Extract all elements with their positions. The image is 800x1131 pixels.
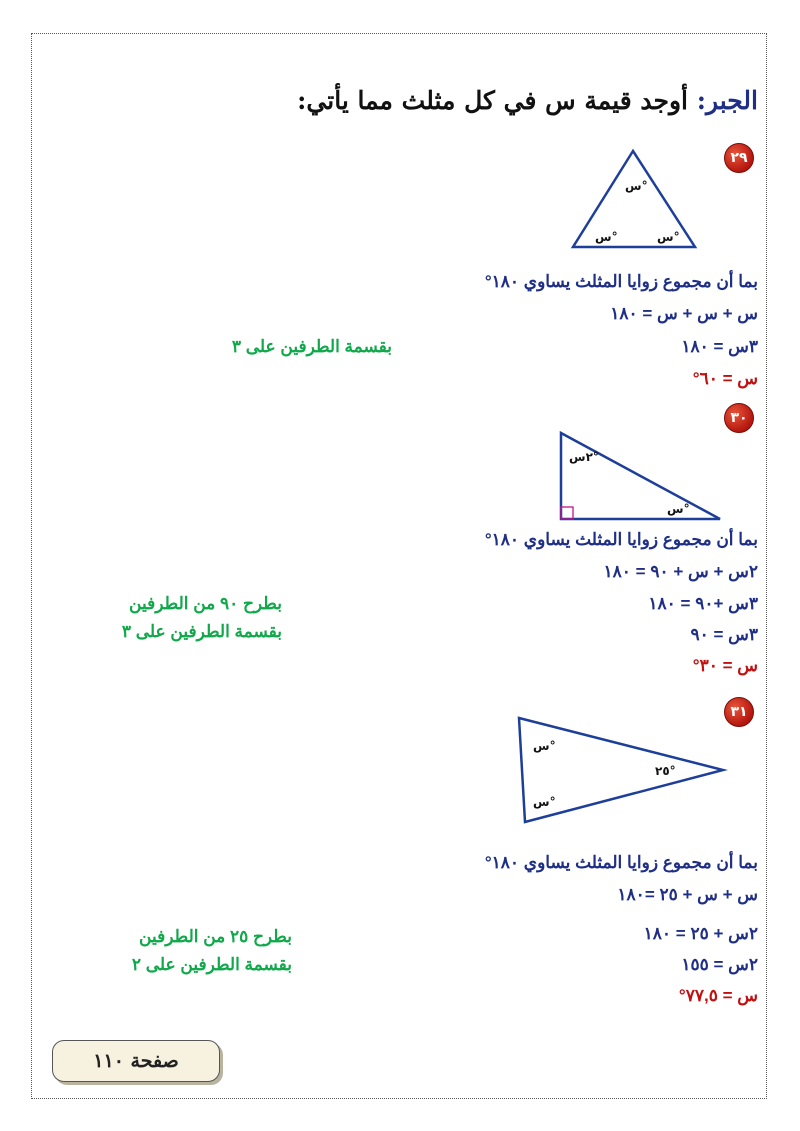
angle-label: س° [533,739,556,753]
solution-line: س + س + ٢٥ =١٨٠ [617,885,758,904]
solution-line: بما أن مجموع زوايا المثلث يساوي ١٨٠° [484,853,758,872]
page-number-label: صفحة ١١٠ [52,1040,220,1082]
angle-label: ٢س° [569,450,599,464]
solution-note: بقسمة الطرفين على ٣ [121,622,282,641]
solution-line: ٢س + ٢٥ = ١٨٠ [643,924,758,943]
problem-number-badge: ٣١ [724,697,754,727]
triangle-diagram [555,425,730,525]
angle-label: س° [595,230,618,244]
angle-label: س° [625,179,648,193]
solution-line: ٢س + س + ٩٠ = ١٨٠ [603,562,758,581]
angle-label: ٢٥° [655,764,676,778]
exercise-heading [297,86,758,115]
solution-note: بقسمة الطرفين على ٢ [131,955,292,974]
problem-number-badge: ٣٠ [724,403,754,433]
angle-label: س° [667,502,690,516]
solution-note: بقسمة الطرفين على ٣ [231,337,392,356]
solution-line: بما أن مجموع زوايا المثلث يساوي ١٨٠° [484,530,758,549]
problem-number-badge: ٢٩ [724,143,754,173]
heading-lead: الجبر: [696,86,758,115]
solution-answer: س = ٧٧,٥° [678,986,758,1005]
triangle-diagram [505,710,730,830]
solution-line: ٢س = ١٥٥ [681,955,758,974]
solution-note: بطرح ٢٥ من الطرفين [139,927,292,946]
angle-label: س° [533,795,556,809]
angle-label: س° [657,230,680,244]
solution-line: ٣س = ١٨٠ [681,337,758,356]
solution-line: بما أن مجموع زوايا المثلث يساوي ١٨٠° [484,272,758,291]
heading-instruction: أوجد قيمة س في كل مثلث مما يأتي: [297,86,697,115]
solution-note: بطرح ٩٠ من الطرفين [129,594,282,613]
solution-answer: س = ٣٠° [692,656,758,675]
solution-answer: س = ٦٠° [692,369,758,388]
solution-line: س + س + س = ١٨٠ [610,304,758,323]
solution-line: ٣س +٩٠ = ١٨٠ [648,594,758,613]
triangle-diagram [565,145,705,255]
solution-line: ٣س = ٩٠ [690,625,758,644]
